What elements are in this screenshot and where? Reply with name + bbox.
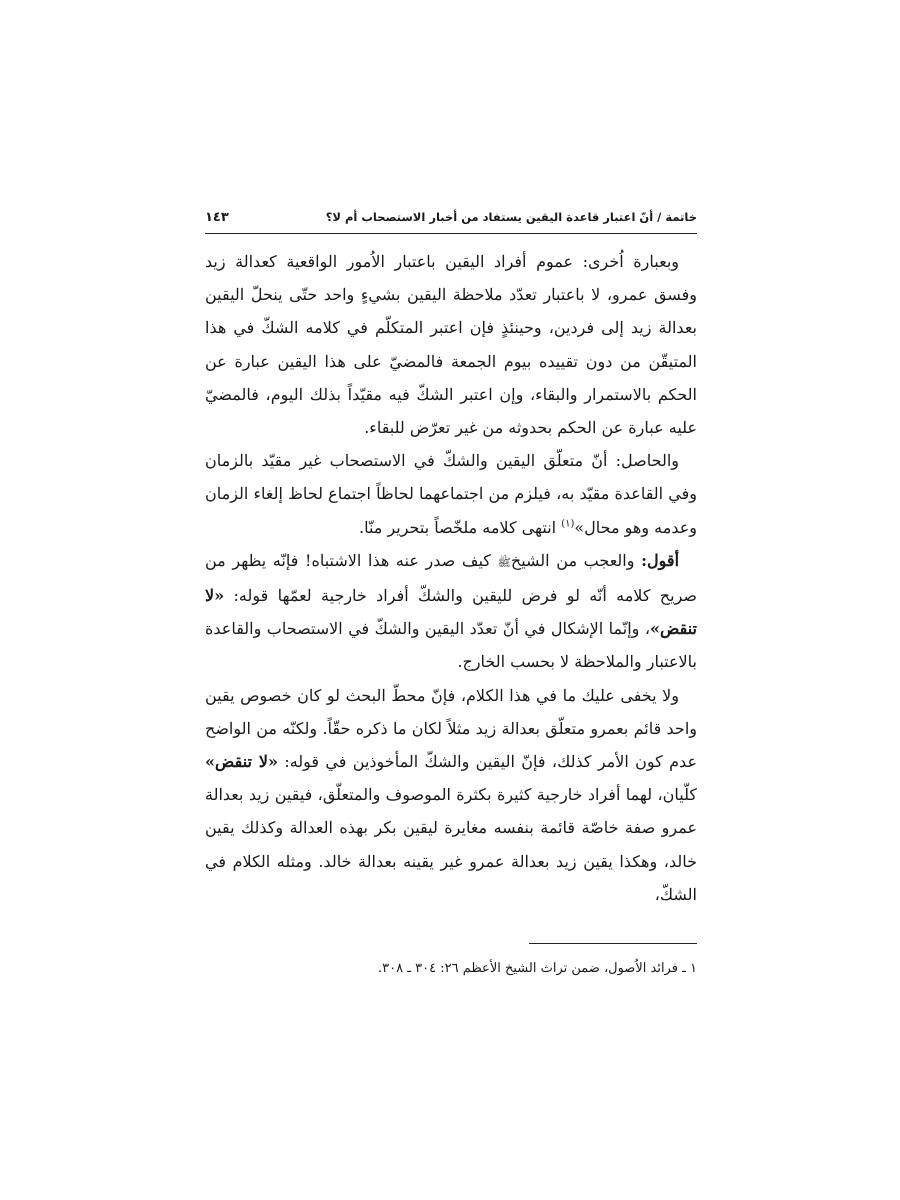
- footnote: ١ ـ فرائد الاُصول، ضمن تراث الشيخ الأعظم ٢٦: ٣٠٤ ـ ٣٠٨.: [378, 961, 697, 976]
- paragraph: [205, 544, 697, 679]
- footnote-reference: (١): [561, 518, 575, 530]
- book-page: [205, 195, 697, 1015]
- header-rule: [205, 233, 697, 234]
- quoted-phrase: «لا تنقض»: [205, 752, 278, 772]
- page-number: ١٤٣: [205, 209, 229, 225]
- honorific-symbol: ﷺ: [497, 555, 511, 569]
- main-text: [205, 245, 697, 911]
- quoted-phrase: «لا تنقض»: [205, 586, 697, 639]
- paragraph-text: ، وإنّما الإشكال في أنّ تعدّد اليقين والشكّ في الاستصحاب والقاعدة بالاعتبار والملاحظة لا بحسب الخارج.: [205, 619, 697, 672]
- running-header: [205, 205, 697, 229]
- paragraph: وبعبارة اُخرى: عموم أفراد اليقين باعتبار الاُمور الواقعية كعدالة زيد وفسق عمرو، لا باعتبار تعدّد ملاحظة اليقين بشيءٍ واحد حتّى ينحلّ اليقين بعدالة زيد إلى فردين، وحينئذٍ فإن اعتبر المتكلّم في كلامه الشكّ في هذا المتيقّن من دون تقييده بيوم الجمعة فالمضيّ على هذا اليقين عبارة عن الحكم بالاستمرار والبقاء، وإن اعتبر الشكّ فيه مقيّداً بذلك اليوم، فالمضيّ عليه عبارة عن الحكم بحدوثه من غير تعرّض للبقاء.: [205, 252, 697, 438]
- paragraph-label: أقول:: [641, 550, 680, 570]
- paragraph-text: كلّيان، لهما أفراد خارجية كثيرة بكثرة الموصوف والمتعلّق، فيقين زيد بعدالة عمرو صفة خاصّة قائمة بنفسه مغايرة ليقين بكر بهذه العدالة وكذلك يقين خالد، وهكذا يقين زيد بعدالة عمرو غير يقينه بعدالة خالد. ومثله الكلام في الشكّ،: [205, 785, 697, 904]
- paragraph-text: انتهى كلامه ملخّصاً بتحرير منّا.: [359, 517, 562, 537]
- paragraph-text: والحاصل: أنّ متعلّق اليقين والشكّ في الاستصحاب غير مقيّد بالزمان وفي القاعدة مقيّد به، فيلزم من اجتماعهما لحاظاً اجتماع لحاظ إلغاء الزمان وعدمه وهو محال»: [205, 451, 697, 537]
- running-title: خاتمة / أنّ اعتبار قاعدة اليقين يستفاد من أخبار الاستصحاب أم لا؟: [325, 210, 697, 224]
- paragraph-text: والعجب من الشيخ: [510, 550, 642, 570]
- paragraph-text: ولا يخفى عليك ما في هذا الكلام، فإنّ محطّ البحث لو كان خصوص يقين واحد قائم بعمرو متعلّق بعدالة زيد مثلاً لكان ما ذكره حقّاً. ولكنّه من الواضح عدم كون الأمر كذلك، فإنّ اليقين والشكّ المأخوذين في قوله:: [205, 685, 698, 772]
- paragraph: [205, 679, 697, 911]
- paragraph-text: كيف صدر عنه هذا الاشتباه! فإنّه يظهر من صريح كلامه أنّه لو فرض لليقين والشكّ أفراد خارجية لعمّها قوله:: [205, 550, 697, 606]
- paragraph: [205, 444, 697, 544]
- footnote-rule: [529, 943, 697, 944]
